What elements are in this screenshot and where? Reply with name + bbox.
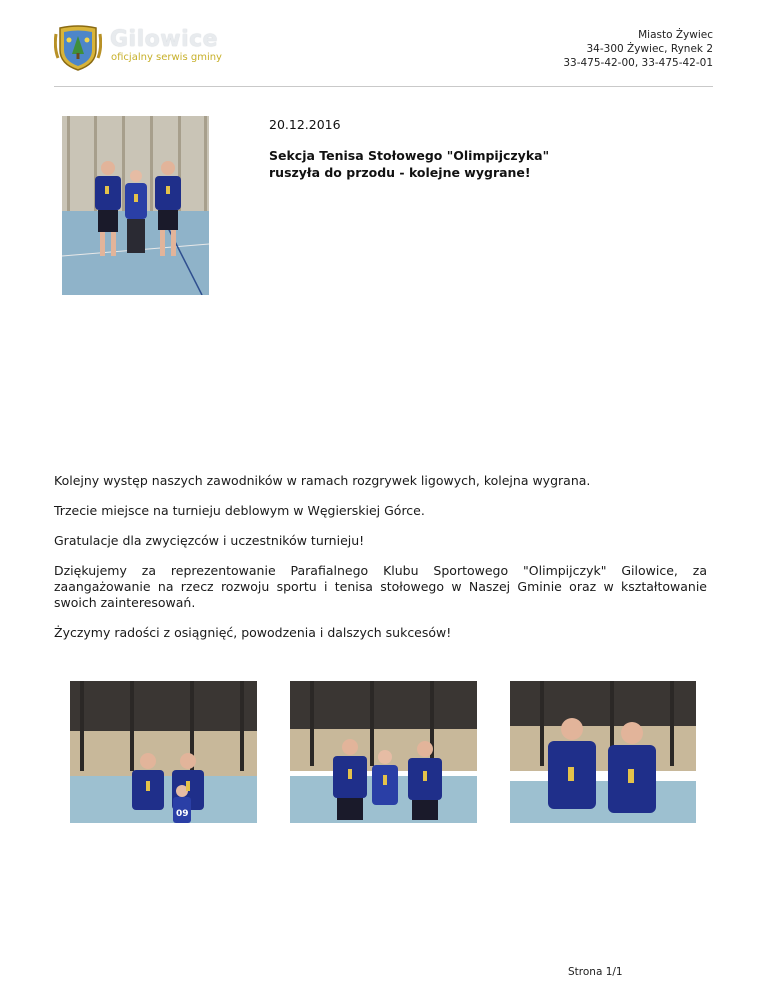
team-photo-image [62,116,209,295]
article-title-line: Sekcja Tenisa Stołowego "Olimpijczyka" [269,148,550,163]
contact-block [453,28,713,70]
article-title [269,147,629,181]
gallery-image [70,681,257,823]
body-paragraph: Życzymy radości z osiągnięć, powodzenia i dalszych sukcesów! [54,625,452,640]
page-number: Strona 1/1 [568,966,623,978]
shirt-number: 09 [176,809,189,819]
article-title-line: ruszyła do przodu - kolejne wygrane! [269,165,531,180]
gallery-image [290,681,477,823]
gallery-photo-2[interactable] [290,681,477,823]
contact-address: 34-300 Żywiec, Rynek 2 [586,43,713,55]
contact-phones: 33-475-42-00, 33-475-42-01 [563,57,713,69]
body-paragraph: Trzecie miejsce na turnieju deblowym w Węgierskiej Górce. [54,503,425,518]
header-divider [54,86,713,87]
article-body [54,473,707,655]
body-paragraph: Gratulacje dla zwycięzców i uczestników turnieju! [54,533,365,548]
gallery-image [510,681,696,823]
body-paragraph: Dziękujemy za reprezentowanie Parafialnego Klubu Sportowego "Olimpijczyk" Gilowice, za zaangażowanie na rzecz rozwoju sportu i tenisa stołowego w Naszej Gminie oraz w kształtowanie swoich zainteresowań. [54,563,707,610]
contact-name: Miasto Żywiec [638,29,713,41]
brand-name: Gilowice [110,27,219,52]
gallery-photo-3[interactable] [510,681,696,823]
article-main-photo[interactable] [62,116,209,295]
brand-tagline: oficjalny serwis gminy [111,52,222,63]
article-date: 20.12.2016 [269,117,341,132]
gallery-photo-1[interactable] [70,681,257,823]
site-logo[interactable] [54,24,244,74]
coat-of-arms-icon [54,24,102,72]
body-paragraph: Kolejny występ naszych zawodników w ramach rozgrywek ligowych, kolejna wygrana. [54,473,591,488]
